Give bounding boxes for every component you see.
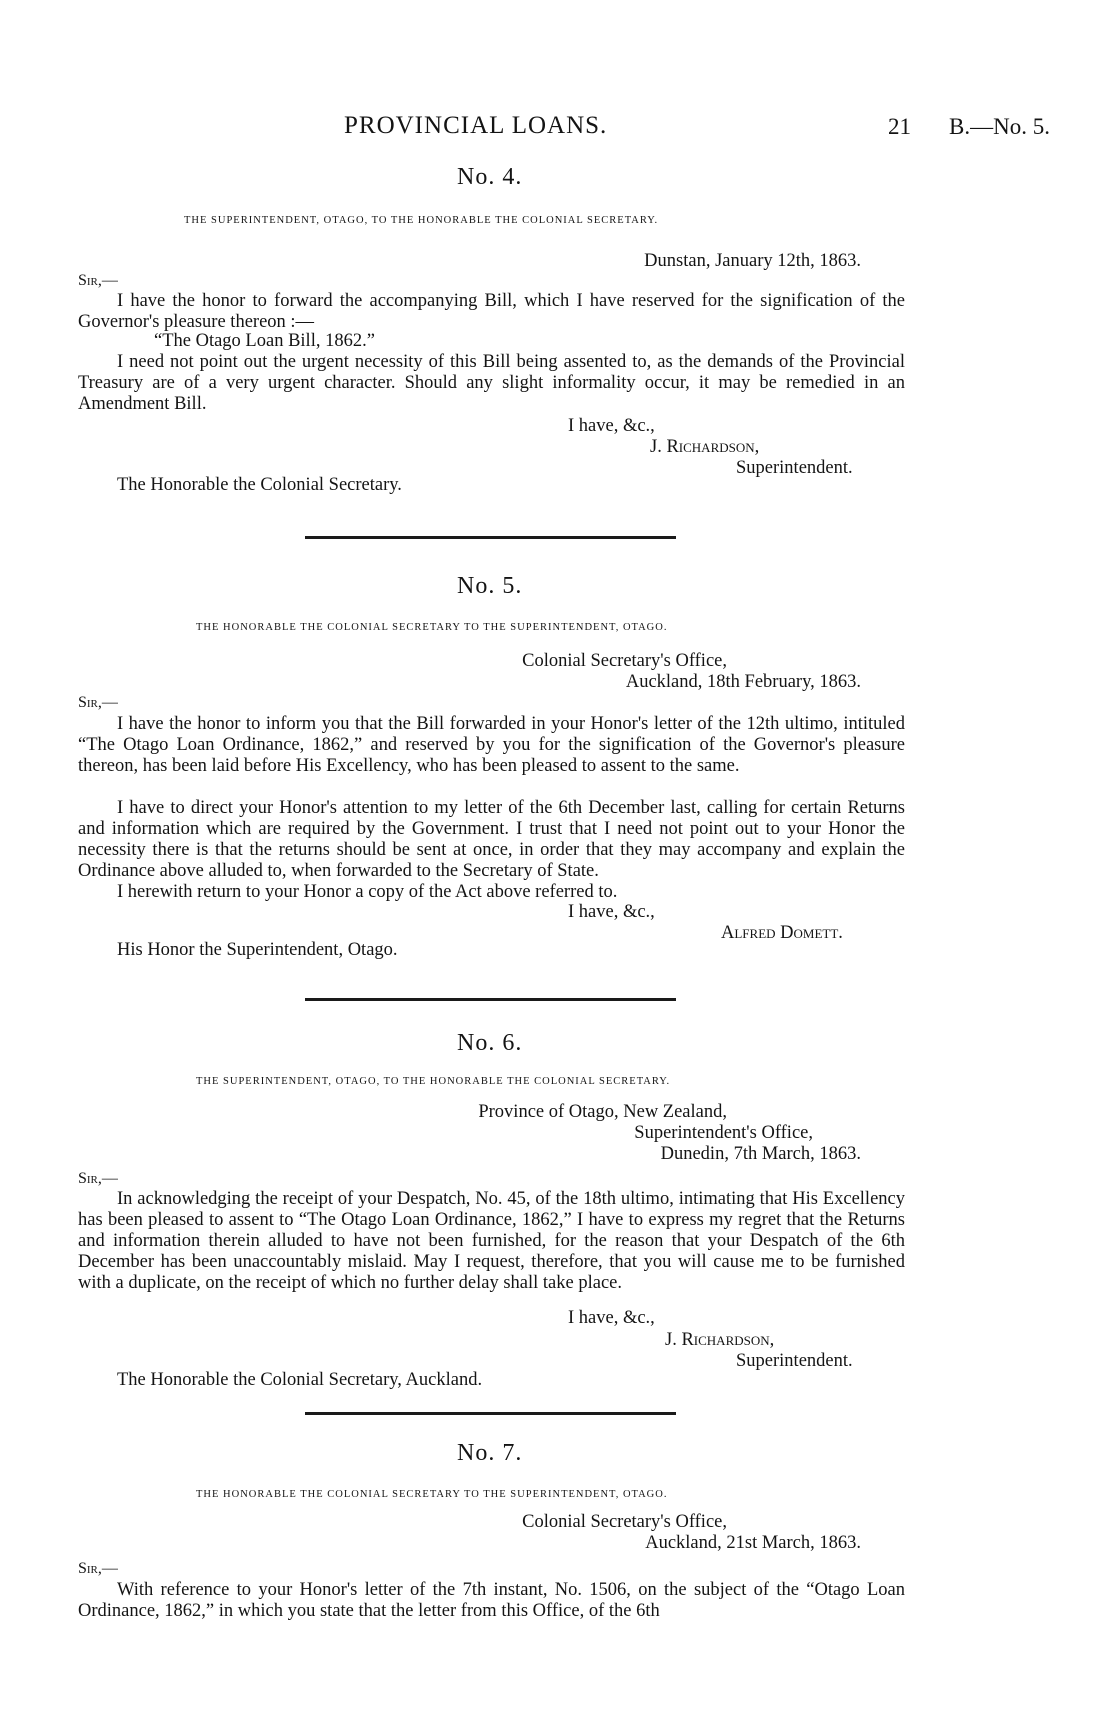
signature-title: Superintendent. [736,458,853,478]
letter-number: No. 4. [457,164,523,190]
letter-paragraph: I have the honor to inform you that the Bill forwarded in your Honor's letter of the 12th ultimo, intituled “The Otago Loan Ordinance, 1862,” and reserved by you for the signification of the Governor's pleasure thereon, has been laid before His Excellency, who has been pleased to assent to the same. [78,714,905,776]
letter-paragraph: I have the honor to forward the accompanying Bill, which I have reserved for the signification of the Governor's pleasure thereon :— [78,291,905,332]
section-divider [305,1412,676,1415]
running-title: PROVINCIAL LOANS. [344,112,608,139]
letter-address-line: Auckland, 18th February, 1863. [625,672,861,692]
page-number: 21 [888,114,911,139]
letter-address-line: Dunstan, January 12th, 1863. [644,251,861,271]
letter-heading: THE SUPERINTENDENT, OTAGO, TO THE HONORABLE THE COLONIAL SECRETARY. [196,1076,671,1087]
page-reference: B.—No. 5. [949,114,1050,139]
salutation: Sir,— [78,272,118,289]
closing: I have, &c., [568,1308,655,1328]
section-divider [305,536,676,539]
closing: I have, &c., [568,902,655,922]
signature-title: Superintendent. [736,1351,853,1371]
salutation: Sir,— [78,1560,118,1577]
letter-paragraph: I herewith return to your Honor a copy of the Act above referred to. [117,882,618,902]
letter-paragraph: I have to direct your Honor's attention to my letter of the 6th December last, calling for certain Returns and information which are required by the Government. I trust that I need not point out to your Honor the necessity there is that the returns should be sent at once, in order that they may accompany and explain the Ordinance above alluded to, when forwarded to the Secretary of State. [78,798,905,881]
signature: J. Richardson, [665,1330,775,1350]
addressee: His Honor the Superintendent, Otago. [117,940,398,960]
letter-heading: THE HONORABLE THE COLONIAL SECRETARY TO THE SUPERINTENDENT, OTAGO. [196,622,668,633]
letter-number: No. 7. [457,1440,523,1466]
letter-paragraph: I need not point out the urgent necessity of this Bill being assented to, as the demands of the Provincial Treasury are of a very urgent character. Should any slight informality occur, it may be remedied in an Amendment Bill. [78,352,905,414]
letter-address-line: Colonial Secretary's Office, [522,651,727,671]
letter-paragraph: In acknowledging the receipt of your Despatch, No. 45, of the 18th ultimo, intimating that His Excellency has been pleased to assent to “The Otago Loan Ordinance, 1862,” I have to express my regret that the Returns and information therein alluded to have not been furnished, for the reason that your Despatch of the 6th December has been unaccountably mislaid. May I request, therefore, that you will cause me to be furnished with a duplicate, on the receipt of which no further delay shall take place. [78,1189,905,1293]
letter-address-line: Superintendent's Office, [634,1123,813,1143]
letter-address-line: Auckland, 21st March, 1863. [645,1533,861,1553]
addressee: The Honorable the Colonial Secretary. [117,475,402,495]
letter-paragraph: With reference to your Honor's letter of the 7th instant, No. 1506, on the subject of the “Otago Loan Ordinance, 1862,” in which you state that the letter from this Office, of the 6th [78,1580,905,1621]
letter-heading: THE SUPERINTENDENT, OTAGO, TO THE HONORABLE THE COLONIAL SECRETARY. [184,215,659,226]
letter-address-line: Province of Otago, New Zealand, [478,1102,727,1122]
salutation: Sir,— [78,694,118,711]
salutation: Sir,— [78,1170,118,1187]
signature: J. Richardson, [650,437,760,457]
bill-title-quote: “The Otago Loan Bill, 1862.” [154,331,375,351]
letter-number: No. 5. [457,573,523,599]
addressee: The Honorable the Colonial Secretary, Auckland. [117,1370,483,1390]
signature: Alfred Domett. [721,923,843,943]
letter-address-line: Dunedin, 7th March, 1863. [660,1144,861,1164]
letter-address-line: Colonial Secretary's Office, [522,1512,727,1532]
section-divider [305,998,676,1001]
letter-heading: THE HONORABLE THE COLONIAL SECRETARY TO THE SUPERINTENDENT, OTAGO. [196,1489,668,1500]
closing: I have, &c., [568,416,655,436]
letter-number: No. 6. [457,1030,523,1056]
